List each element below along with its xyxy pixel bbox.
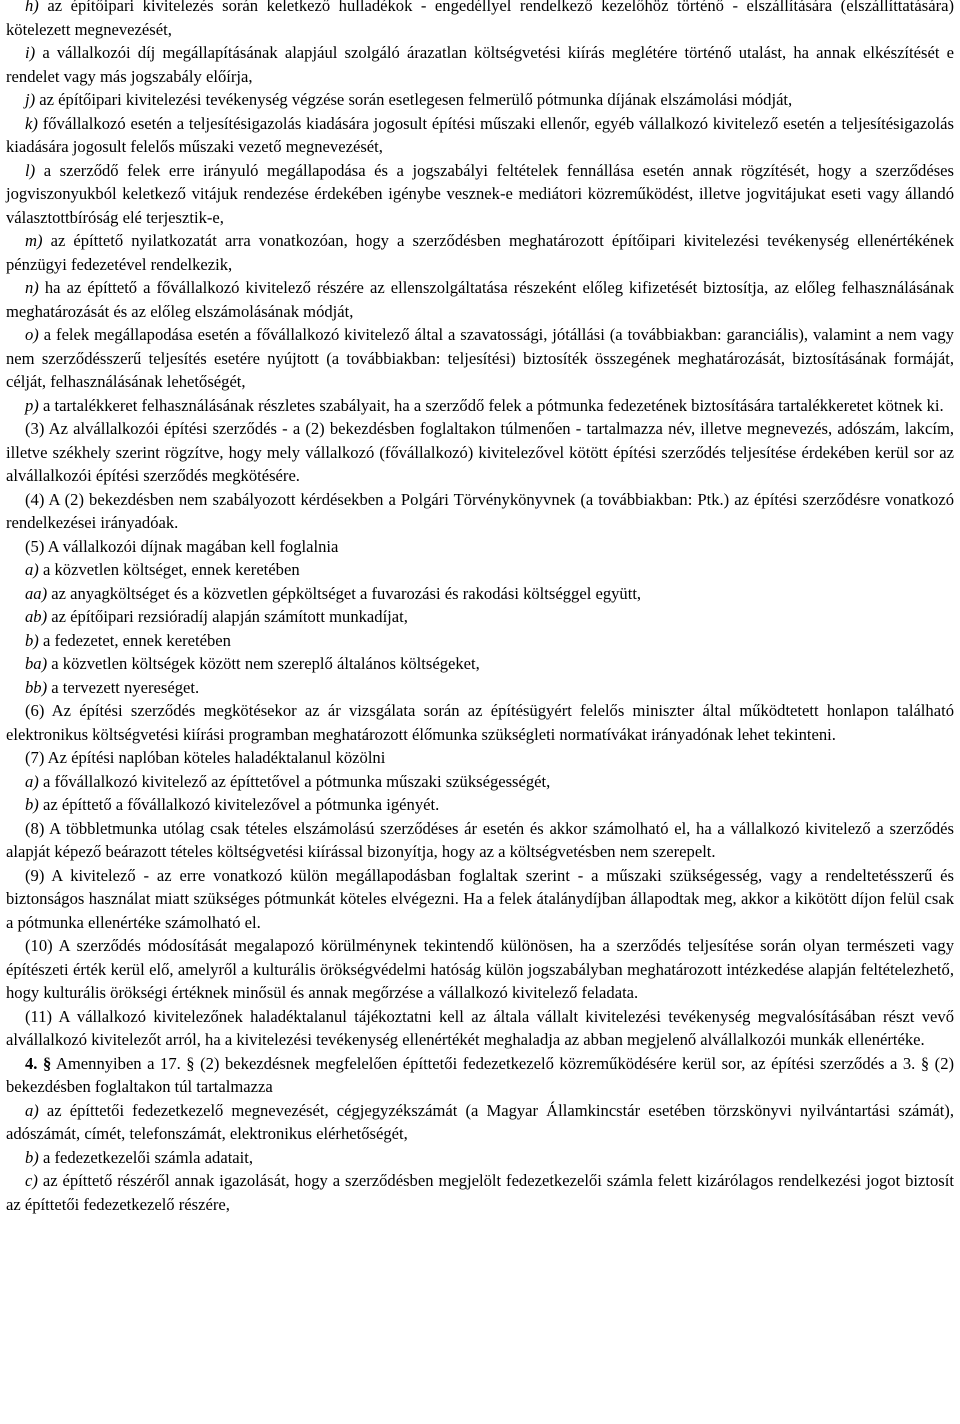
paragraph-i (6, 41, 954, 88)
paragraph-text: az építtető a fővállalkozó kivitelezővel a pótmunka igényét. (42, 795, 440, 814)
section-number: 4. § (25, 1053, 52, 1073)
section-4-a (6, 1099, 954, 1146)
paragraph-text: a szerződő felek erre irányuló megállapodása és a jogszabályi feltételek fennállása esetén annak rögzítését, hogy a szerződéses jogviszonyukból keletkező vitájuk rendezése érdekében igénybe vesznek-e mediátori közreműködést, illetve jogvitájukat eseti vagy állandó választottbíróság elé terjesztik-e, (6, 160, 954, 227)
item-label: c) (25, 1171, 38, 1190)
item-label: aa) (25, 583, 48, 603)
paragraph-7-b (6, 793, 954, 817)
item-label: ba) (25, 654, 48, 673)
item-label: p) (25, 395, 39, 415)
paragraph-text: az anyagköltséget és a közvetlen gépköltséget a fuvarozási és rakodási költséggel együtt, (51, 583, 642, 603)
paragraph-10 (6, 934, 954, 1005)
item-label: b) (25, 795, 39, 814)
paragraph-o (6, 323, 954, 394)
item-label: k) (25, 113, 38, 133)
paragraph-text: Amennyiben a 17. § (2) bekezdésnek megfelelően építtetői fedezetkezelő közreműködésére kerül sor, az építési szerződés a 3. § (2) bekezdésben foglaltakon túl tartalmazza (6, 1053, 955, 1096)
paragraph-text: az építőipari rezsióradíj alapján számított munkadíjat, (51, 607, 408, 626)
paragraph-11 (6, 1005, 954, 1052)
paragraph-text: a tervezett nyereséget. (51, 677, 200, 697)
paragraph-text: a közvetlen költségek között nem szereplő általános költségeket, (51, 654, 480, 673)
paragraph-text: az építőipari kivitelezési tevékenység végzése során esetlegesen felmerülő pótmunka díjának elszámolási módját, (39, 90, 793, 109)
paragraph-text: az építtető részéről annak igazolását, hogy a szerződésben megjelölt fedezetkezelői számla felett kizárólagos rendelkezési jogot biztosít az építtetői fedezetkezelő részére, (6, 1171, 954, 1214)
paragraph-l (6, 159, 954, 230)
paragraph-text: a felek megállapodása esetén a fővállalkozó kivitelező által a szavatossági, jótállási (a továbbiakban: garanciális), valamint a nem vagy nem szerződésszerű teljesítés esetére nyújtott (a továbbiakban: teljesítési) biztosíték összegének meghatározását, biztosításának formáját, célját, felhasználásának lehetőségét, (6, 325, 954, 391)
item-label: j) (25, 90, 36, 109)
paragraph-text: (6) Az építési szerződés megkötésekor az ár vizsgálata során az építésügyért felelős miniszter által működtetett honlapon található elektronikus költségvetési kiírási programban meghatározott élőmunka szükségleti normatívákat irányadónak lehet tekinteni. (6, 701, 954, 744)
paragraph-6 (6, 699, 954, 746)
paragraph-4 (6, 488, 954, 535)
paragraph-5-b (6, 629, 954, 653)
paragraph-h (6, 0, 954, 41)
section-4 (6, 1052, 954, 1099)
paragraph-text: (8) A többletmunka utólag csak tételes elszámolású szerződéses ár esetén és akkor számolható el, ha a vállalkozó kivitelező a szerződés alapját képező beárazott tételes költségvetési kiírással bizonyítja, hogy az a költségvetésben nem szerepelt. (6, 818, 954, 861)
paragraph-5-a (6, 558, 954, 582)
paragraph-text: (4) A (2) bekezdésben nem szabályozott kérdésekben a Polgári Törvénykönyvnek (a továbbiakban: Ptk.) az építési szerződésre vonatkozó rendelkezései irányadóak. (6, 489, 954, 532)
paragraph-p (6, 394, 954, 418)
item-label: bb) (25, 677, 48, 697)
paragraph-k (6, 112, 954, 159)
paragraph-3 (6, 417, 954, 488)
item-label: ab) (25, 607, 48, 626)
paragraph-text: (3) Az alvállalkozói építési szerződés - a (2) bekezdésben foglaltakon túlmenően - tartalmazza név, illetve megnevezés, adószám, lakcím, illetve székhely szerint rögzítve, hogy mely vállalkozó (fővállalkozó) kivitelezővel kötött építési szerződés teljesítése érdekében kerül sor az alvállalkozói építési szerződés megkötésére. (6, 419, 954, 485)
paragraph-text: (9) A kivitelező - az erre vonatkozó külön megállapodásban foglaltak szerint - a műszaki szükségesség, vagy a rendeltetésszerű és biztonságos használat miatt szükséges pótmunkát köteles elvégezni. Ha a felek átalánydíjban állapodtak meg, akkor a kikötött díjon felül csak a pótmunka ellenértéke számolható el. (6, 865, 954, 932)
paragraph-n (6, 276, 954, 323)
item-label: m) (25, 231, 43, 250)
paragraph-5-ba (6, 652, 954, 676)
paragraph-text: (7) Az építési naplóban köteles haladéktalanul közölni (25, 748, 386, 767)
paragraph-text: a fedezetet, ennek keretében (42, 630, 231, 650)
item-label: h) (25, 0, 39, 15)
item-label: i) (25, 43, 36, 62)
item-label: a) (25, 771, 39, 791)
item-label: n) (25, 278, 39, 297)
paragraph-8 (6, 817, 954, 864)
paragraph-5-aa (6, 582, 954, 606)
paragraph-text: fővállalkozó esetén a teljesítésigazolás kiadására jogosult építési műszaki ellenőr, egyéb vállalkozó kivitelező esetén a teljesítésigazolás kiadására jogosult felelős műszaki vezető megnevezését, (6, 113, 954, 156)
paragraph-text: (11) A vállalkozó kivitelezőnek haladéktalanul tájékoztatni kell az általa vállalt kivitelezési tevékenység megvalósításában részt vevő alvállalkozó kivitelezőt arról, ha a kivitelezési tevékenység ellenértékét meghaladja az abban megjelenő alvállalkozói munkák ellenértéke. (6, 1006, 954, 1049)
paragraph-text: az építtető nyilatkozatát arra vonatkozóan, hogy a szerződésben meghatározott építőipari kivitelezési tevékenység ellenértékének pénzügyi fedezetével rendelkezik, (6, 231, 954, 274)
item-label: b) (25, 630, 39, 650)
paragraph-text: (5) A vállalkozói díjnak magában kell foglalnia (25, 536, 339, 556)
section-4-c (6, 1169, 954, 1216)
paragraph-text: (10) A szerződés módosítását megalapozó körülménynek tekintendő különösen, ha a szerződés teljesítése során olyan természeti vagy építészeti érték kerül elő, amelyről a kulturális örökségvédelmi hatóság külön jogszabályban meghatározott intézkedése alapján feltételezhető, hogy kulturális örökségi értéknek minősül és annak megőrzése a vállalkozó kivitelező feladata. (6, 936, 954, 1002)
paragraph-5-bb (6, 676, 954, 700)
paragraph-text: az építtetői fedezetkezelő megnevezését, cégjegyzékszámát (a Magyar Államkincstár esetében törzskönyvi nyilvántartási számát), adószámát, címét, telefonszámát, elektronikus elérhetőségét, (6, 1100, 954, 1143)
item-label: l) (25, 160, 36, 180)
paragraph-text: ha az építtető a fővállalkozó kivitelező részére az ellenszolgáltatása részeként előleg kifizetését biztosítja, az előleg felhasználásának meghatározását és az előleg elszámolásának módját, (6, 278, 955, 321)
item-label: o) (25, 325, 39, 344)
paragraph-7-a (6, 770, 954, 794)
paragraph-text: a közvetlen költséget, ennek keretében (42, 560, 300, 579)
item-label: b) (25, 1147, 39, 1167)
paragraph-text: a vállalkozói díj megállapításának alapjául szolgáló árazatlan költségvetési kiírás meglétére történő utalást, ha annak elkészítését e rendelet vagy más jogszabály előírja, (6, 43, 954, 86)
paragraph-9 (6, 864, 954, 935)
paragraph-5-ab (6, 605, 954, 629)
paragraph-m (6, 229, 954, 276)
paragraph-j (6, 88, 954, 112)
paragraph-text: a fővállalkozó kivitelező az építtetővel a pótmunka műszaki szükségességét, (42, 771, 551, 791)
paragraph-text: az építőipari kivitelezés során keletkező hulladékok - engedéllyel rendelkező kezelőhöz történő - elszállítására (elszállíttatására) kötelezett megnevezését, (6, 0, 954, 39)
paragraph-text: a fedezetkezelői számla adatait, (42, 1147, 254, 1167)
paragraph-5 (6, 535, 954, 559)
item-label: a) (25, 1100, 39, 1120)
paragraph-text: a tartalékkeret felhasználásának részletes szabályait, ha a szerződő felek a pótmunka fedezetének biztosítására tartalékkeretet kötnek ki. (42, 395, 944, 415)
item-label: a) (25, 560, 39, 579)
section-4-b (6, 1146, 954, 1170)
paragraph-7 (6, 746, 954, 770)
